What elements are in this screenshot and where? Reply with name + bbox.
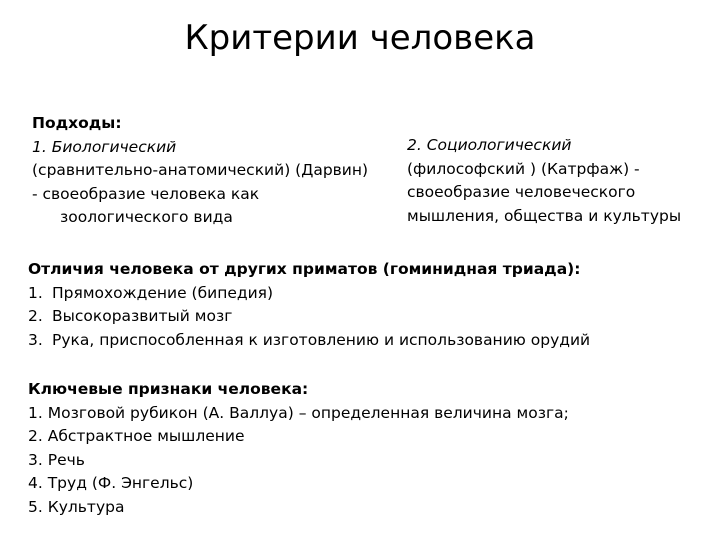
sociological-approach-line-4: мышления, общества и культуры bbox=[407, 206, 682, 225]
list-item bbox=[28, 329, 708, 353]
list-item-text: Прямохождение (бипедия) bbox=[52, 283, 274, 302]
list-item: 2. Абстрактное мышление bbox=[28, 427, 245, 445]
approaches-left-column bbox=[32, 112, 402, 230]
slide-title: Критерии человека bbox=[184, 18, 536, 58]
list-item bbox=[28, 282, 708, 306]
biological-approach-line-4: зоологического вида bbox=[60, 208, 233, 226]
list-item-text: Высокоразвитый мозг bbox=[52, 307, 233, 325]
list-item: 5. Культура bbox=[28, 497, 125, 516]
list-item-number: 2. bbox=[28, 307, 43, 325]
key-features-section bbox=[28, 378, 708, 519]
sociological-approach-name: 2. Социологический bbox=[407, 136, 572, 154]
list-item-number: 3. bbox=[28, 330, 43, 349]
sociological-approach-line-2: (философский ) (Катрфаж) - bbox=[407, 159, 640, 178]
list-item: 3. Речь bbox=[28, 450, 85, 469]
biological-approach-line-3: - своеобразие человека как bbox=[32, 184, 260, 203]
approaches-right-column bbox=[407, 134, 707, 228]
primate-differences-heading: Отличия человека от других приматов (гоминидная триада): bbox=[28, 260, 581, 278]
list-item-number: 1. bbox=[28, 283, 43, 302]
biological-approach-line-2: (сравнительно-анатомический) (Дарвин) bbox=[32, 161, 369, 179]
list-item: 4. Труд (Ф. Энгельс) bbox=[28, 474, 194, 492]
list-item: 1. Мозговой рубикон (А. Валлуа) – определенная величина мозга; bbox=[28, 403, 569, 422]
biological-approach-name: 1. Биологический bbox=[32, 137, 177, 156]
key-features-heading: Ключевые признаки человека: bbox=[28, 380, 309, 398]
approaches-heading: Подходы: bbox=[32, 114, 122, 132]
list-item bbox=[28, 305, 708, 329]
list-item-text: Рука, приспособленная к изготовлению и использованию орудий bbox=[52, 330, 591, 349]
primate-differences-section bbox=[28, 258, 708, 352]
sociological-approach-line-3: своеобразие человеческого bbox=[407, 183, 636, 201]
